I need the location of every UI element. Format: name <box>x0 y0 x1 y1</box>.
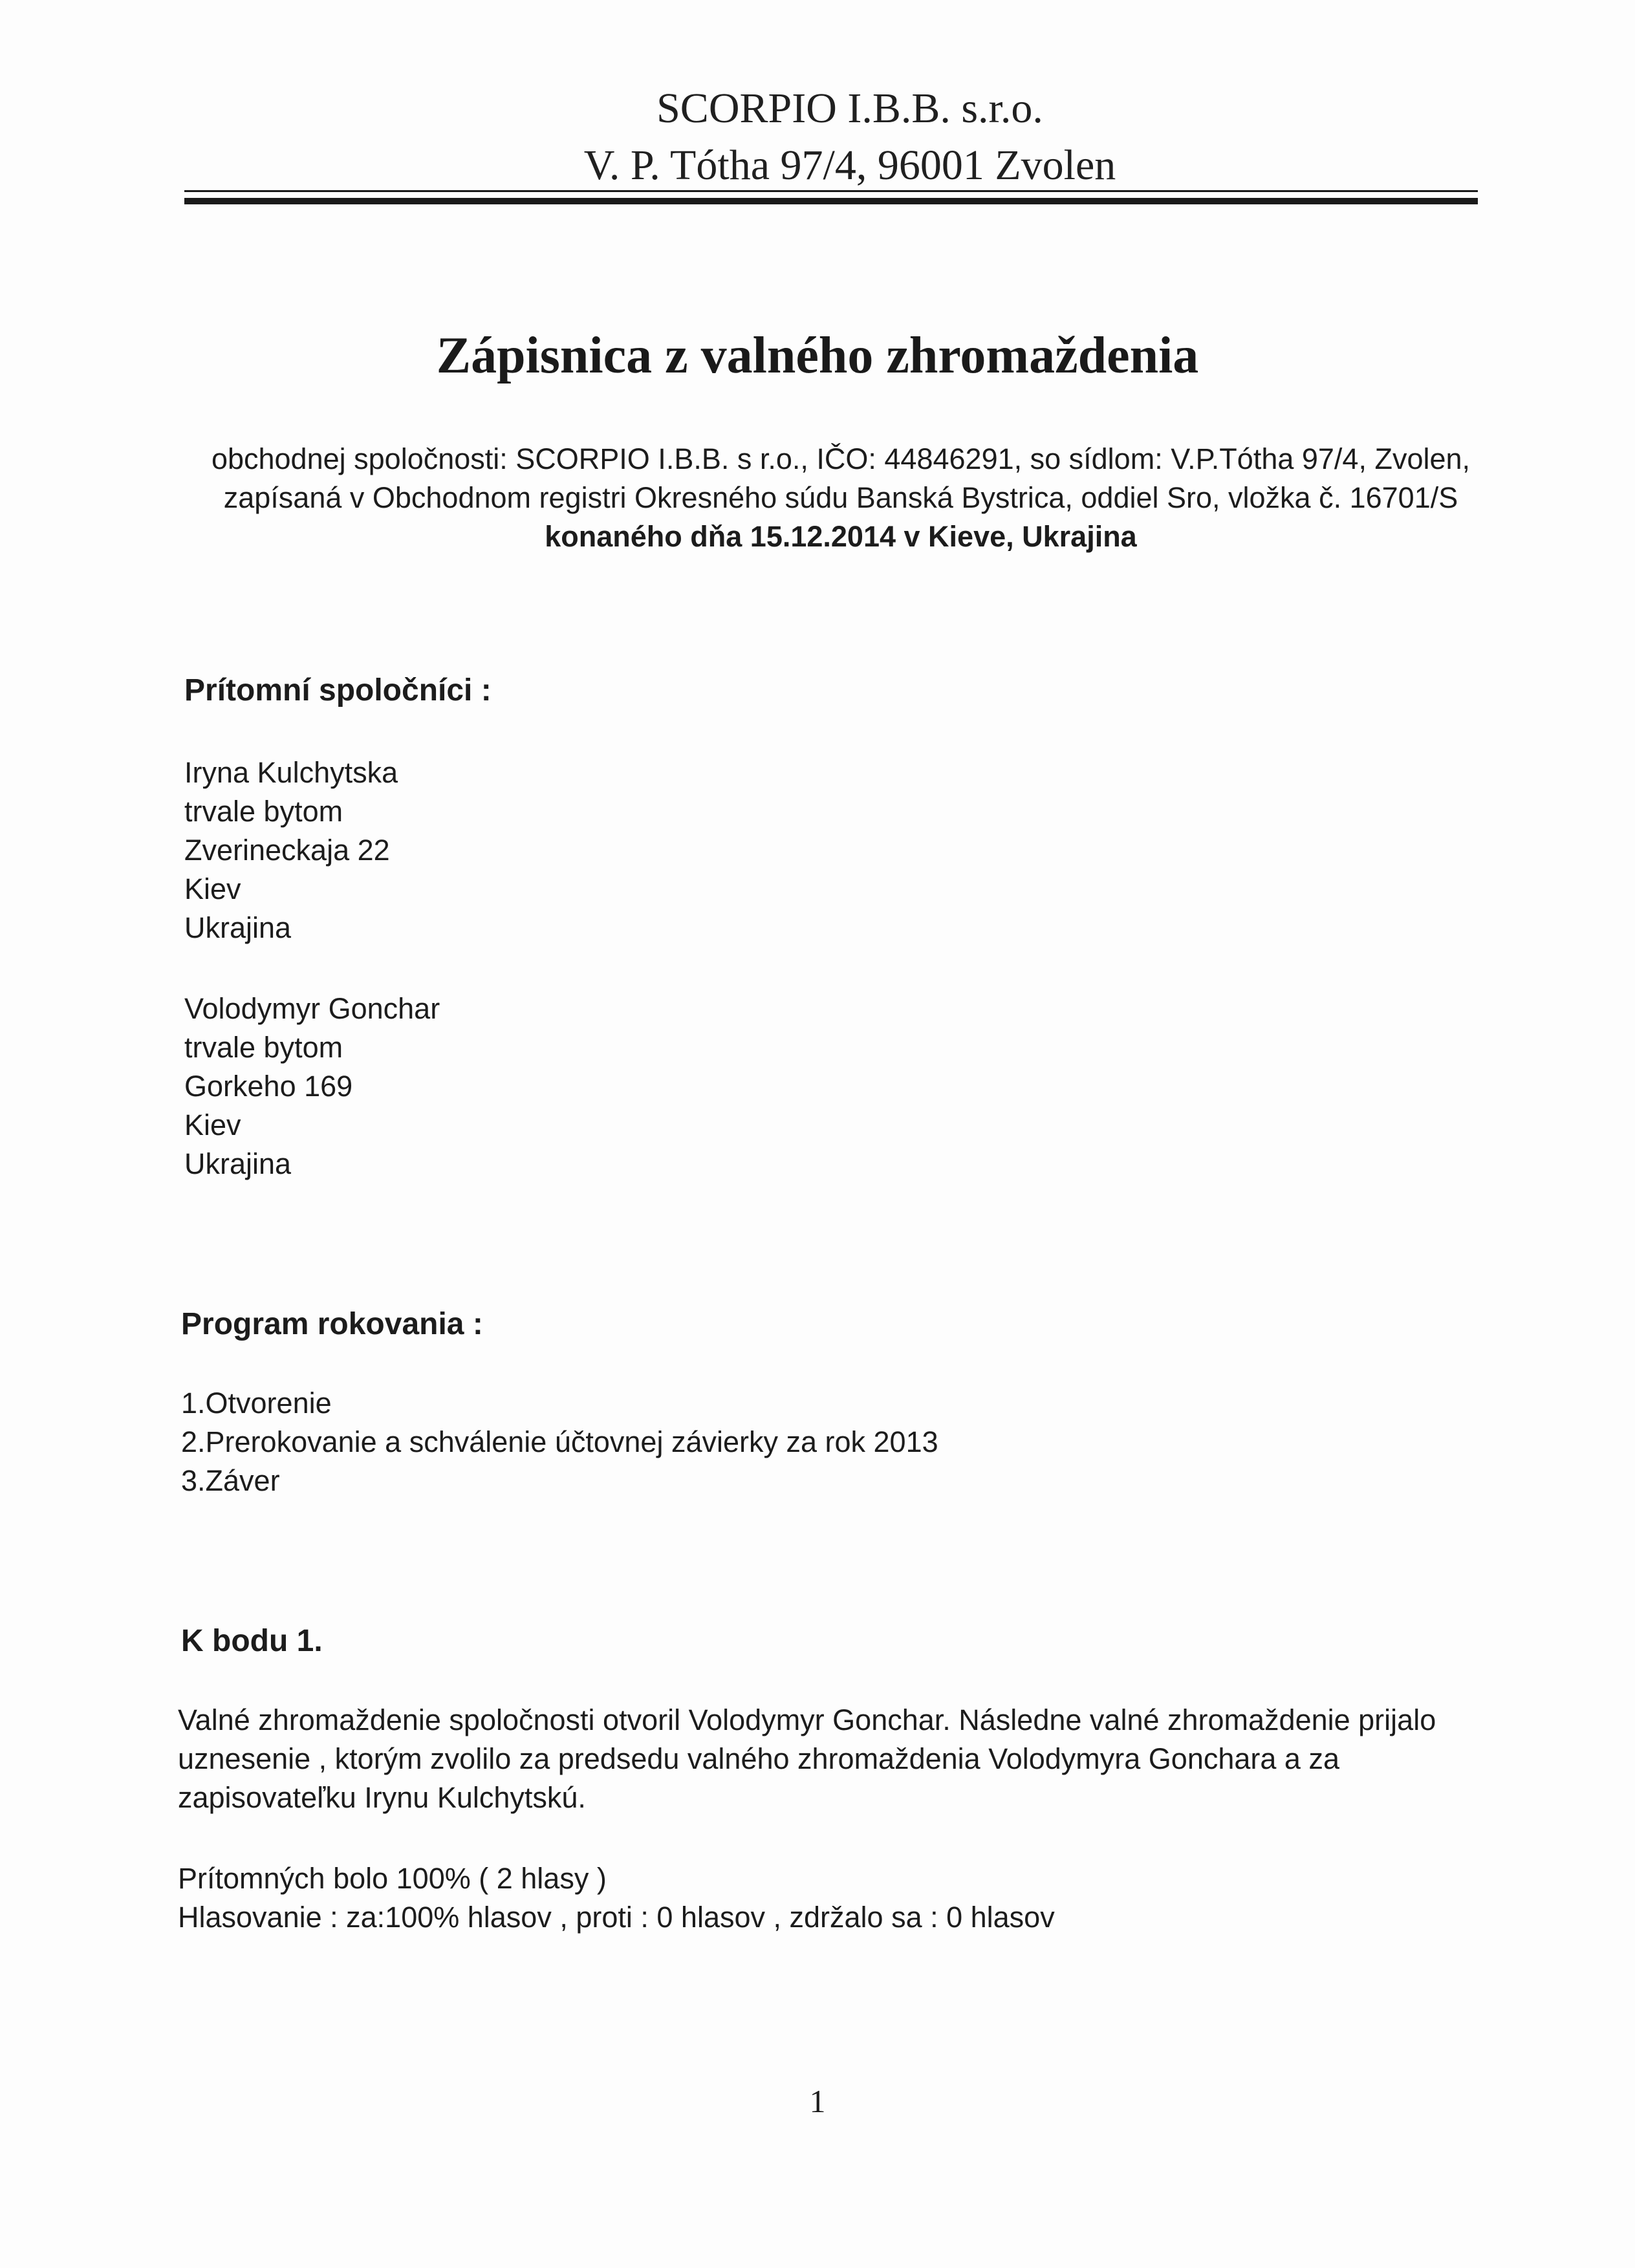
attendee-1-residence: trvale bytom <box>184 795 343 828</box>
document-title: Zápisnica z valného zhromaždenia <box>436 327 1199 384</box>
point1-voting: Hlasovanie : za:100% hlasov , proti : 0 hlasov , zdržalo sa : 0 hlasov <box>178 1901 1055 1934</box>
letterhead-rule-thin <box>184 190 1478 192</box>
point1-paragraph-line-2: uznesenie , ktorým zvolilo za predsedu valného zhromaždenia Volodymyra Gonchara a za <box>178 1742 1339 1775</box>
attendee-2-residence: trvale bytom <box>184 1031 343 1064</box>
intro-line-3: konaného dňa 15.12.2014 v Kieve, Ukrajina <box>545 520 1137 553</box>
attendee-2-city: Kiev <box>184 1108 241 1141</box>
attendee-1-name: Iryna Kulchytska <box>184 756 398 789</box>
attendee-1-street: Zverineckaja 22 <box>184 834 390 867</box>
page-number: 1 <box>809 2083 826 2119</box>
letterhead-company: SCORPIO I.B.B. s.r.o. <box>656 85 1043 132</box>
letterhead-rule-thick <box>184 198 1478 204</box>
point1-attendance: Prítomných bolo 100% ( 2 hlasy ) <box>178 1862 607 1895</box>
intro-line-2: zapísaná v Obchodnom registri Okresného súdu Banská Bystrica, oddiel Sro, vložka č. 16701/S <box>223 481 1458 514</box>
program-heading: Program rokovania : <box>181 1307 483 1341</box>
point1-paragraph-line-3: zapisovateľku Irynu Kulchytskú. <box>178 1781 586 1814</box>
attendee-2-name: Volodymyr Gonchar <box>184 992 440 1025</box>
attendee-2-street: Gorkeho 169 <box>184 1070 353 1103</box>
intro-line-1: obchodnej spoločnosti: SCORPIO I.B.B. s r.o., IČO: 44846291, so sídlom: V.P.Tótha 97/4, Zvolen, <box>211 442 1471 475</box>
program-item-2: 2.Prerokovanie a schválenie účtovnej závierky za rok 2013 <box>181 1425 938 1458</box>
attendee-2-country: Ukrajina <box>184 1147 292 1180</box>
letterhead-address: V. P. Tótha 97/4, 96001 Zvolen <box>583 142 1116 189</box>
program-item-1: 1.Otvorenie <box>181 1387 332 1420</box>
attendees-heading: Prítomní spoločníci : <box>184 673 492 707</box>
attendee-1-city: Kiev <box>184 872 241 905</box>
point1-paragraph-line-1: Valné zhromaždenie spoločnosti otvoril Volodymyr Gonchar. Následne valné zhromaždenie prijalo <box>178 1703 1436 1736</box>
program-item-3: 3.Záver <box>181 1464 280 1497</box>
point1-heading: K bodu 1. <box>181 1624 323 1658</box>
attendee-1-country: Ukrajina <box>184 911 292 944</box>
